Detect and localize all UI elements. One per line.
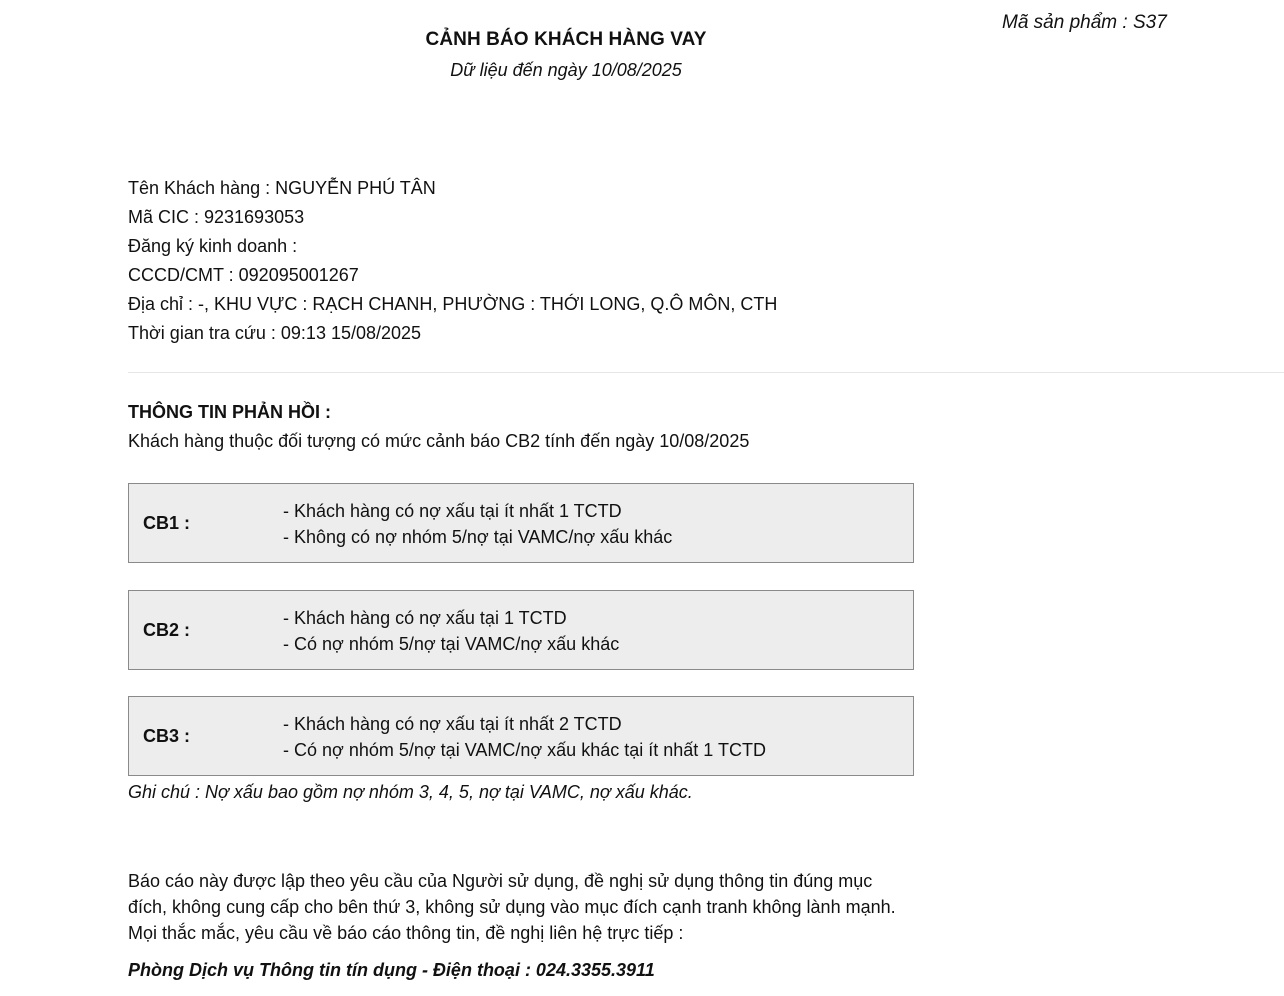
report-subtitle: Dữ liệu đến ngày 10/08/2025 (450, 60, 682, 80)
section-divider (128, 372, 1284, 373)
warning-level-code: CB2 : (143, 620, 191, 640)
warning-level-cb2 (128, 590, 914, 670)
warning-level-line: - Không có nợ nhóm 5/nợ tại VAMC/nợ xấu khác (283, 527, 673, 547)
warning-level-line: - Khách hàng có nợ xấu tại ít nhất 1 TCTD (283, 501, 622, 521)
warning-level-description (283, 498, 672, 550)
warning-level-line: - Có nợ nhóm 5/nợ tại VAMC/nợ xấu khác (283, 634, 620, 654)
disclaimer-line: Báo cáo này được lập theo yêu cầu của Người sử dụng, đề nghị sử dụng thông tin đúng mục (128, 871, 873, 891)
warning-level-cb3 (128, 696, 914, 776)
customer-cic: Mã CIC : 9231693053 (128, 207, 305, 227)
customer-business-registration: Đăng ký kinh doanh : (128, 236, 298, 256)
customer-name: Tên Khách hàng : NGUYỄN PHÚ TÂN (128, 178, 436, 198)
response-text: Khách hàng thuộc đối tượng có mức cảnh báo CB2 tính đến ngày 10/08/2025 (128, 431, 750, 451)
warning-level-description (283, 605, 619, 657)
warning-level-code: CB3 : (143, 726, 191, 746)
warning-level-line: - Khách hàng có nợ xấu tại ít nhất 2 TCTD (283, 714, 622, 734)
customer-address: Địa chỉ : -, KHU VỰC : RẠCH CHANH, PHƯỜNG : THỚI LONG, Q.Ô MÔN, CTH (128, 294, 778, 314)
disclaimer-line: Mọi thắc mắc, yêu cầu về báo cáo thông tin, đề nghị liên hệ trực tiếp : (128, 923, 684, 943)
disclaimer (128, 868, 928, 946)
warning-level-description (283, 711, 766, 763)
lookup-time: Thời gian tra cứu : 09:13 15/08/2025 (128, 323, 422, 343)
warning-level-line: - Có nợ nhóm 5/nợ tại VAMC/nợ xấu khác tại ít nhất 1 TCTD (283, 740, 766, 760)
warning-level-code: CB1 : (143, 513, 191, 533)
warning-level-cb1 (128, 483, 914, 563)
response-heading: THÔNG TIN PHẢN HỒI : (128, 402, 331, 422)
customer-id-number: CCCD/CMT : 092095001267 (128, 265, 359, 285)
bad-debt-note: Ghi chú : Nợ xấu bao gồm nợ nhóm 3, 4, 5, nợ tại VAMC, nợ xấu khác. (128, 782, 693, 802)
customer-info (128, 174, 777, 348)
product-code: Mã sản phẩm : S37 (1002, 12, 1167, 33)
contact-info: Phòng Dịch vụ Thông tin tín dụng - Điện thoại : 024.3355.3911 (128, 960, 655, 980)
disclaimer-line: đích, không cung cấp cho bên thứ 3, không sử dụng vào mục đích cạnh tranh không lành mạnh. (128, 897, 896, 917)
warning-level-line: - Khách hàng có nợ xấu tại 1 TCTD (283, 608, 567, 628)
report-title: CẢNH BÁO KHÁCH HÀNG VAY (425, 29, 707, 50)
